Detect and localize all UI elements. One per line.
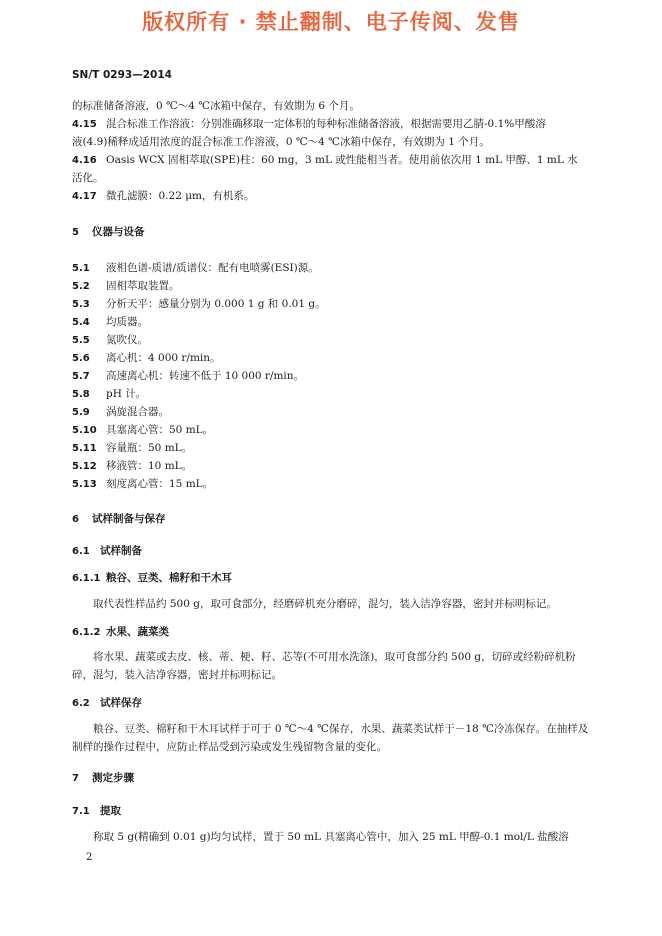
clause-number: 5.1 <box>72 263 90 274</box>
paragraph-text: 固相萃取装置。 <box>106 280 180 292</box>
subsection-heading <box>72 569 592 588</box>
list-item <box>72 295 592 314</box>
clause-number: 4.16 <box>72 155 97 166</box>
paragraph-text: 取代表性样品约 500 g，取可食部分，经磨碎机充分磨碎，混匀，装入洁净容器，密封并标明标记。 <box>93 598 557 610</box>
section-heading <box>72 223 592 242</box>
subsection-heading <box>72 623 592 642</box>
list-item <box>72 439 592 458</box>
section-number: 6.1.1 <box>72 573 101 584</box>
paragraph-text: 容量瓶：50 mL。 <box>106 442 193 454</box>
list-item <box>72 187 592 206</box>
paragraph-text: pH 计。 <box>106 388 147 400</box>
clause-number: 5.5 <box>72 335 90 346</box>
section-number: 5 <box>72 227 79 238</box>
paragraph-text: 刻度离心管：15 mL。 <box>106 478 214 490</box>
paragraph-text: 称取 5 g(精确到 0.01 g)均匀试样，置于 50 mL 具塞离心管中，加入 25 mL 甲醇-0.1 mol/L 盐酸溶 <box>93 831 569 843</box>
paragraph-text: 涡旋混合器。 <box>106 406 169 418</box>
paragraph-text: 氮吹仪。 <box>106 334 148 346</box>
subsection-heading <box>72 542 592 561</box>
section-title: 试样制备 <box>100 545 142 557</box>
section-title: 试样保存 <box>100 697 142 709</box>
clause-number: 5.13 <box>72 479 97 490</box>
clause-number: 5.8 <box>72 389 90 400</box>
section-number: 7 <box>72 773 79 784</box>
copyright-banner: 版权所有 · 禁止翻制、电子传阅、发售 <box>142 10 520 34</box>
section-number: 6.2 <box>72 698 90 709</box>
list-item <box>72 457 592 476</box>
paragraph-text: 分析天平：感量分别为 0.000 1 g 和 0.01 g。 <box>106 298 326 310</box>
list-item <box>72 151 592 170</box>
clause-number: 5.9 <box>72 407 90 418</box>
list-item <box>72 331 592 350</box>
paragraph-text: Oasis WCX 固相萃取(SPE)柱：60 mg，3 mL 或性能相当者。使用前依次用 1 mL 甲醇、1 mL 水 <box>106 154 578 166</box>
list-item <box>72 349 592 368</box>
list-item <box>72 385 592 404</box>
paragraph-text: 活化。 <box>72 172 104 184</box>
section-number: 6.1.2 <box>72 627 101 638</box>
paragraph-text: 液相色谱-质谱/质谱仪：配有电喷雾(ESI)源。 <box>106 262 319 274</box>
list-item <box>72 475 592 494</box>
paragraph <box>72 97 592 115</box>
subsection-heading <box>72 694 592 713</box>
list-item <box>72 421 592 440</box>
paragraph-text: 具塞离心管：50 mL。 <box>106 424 214 436</box>
clause-number: 5.7 <box>72 371 90 382</box>
paragraph <box>72 595 592 613</box>
paragraph-text: 离心机：4 000 r/min。 <box>106 352 221 364</box>
paragraph <box>72 133 592 151</box>
page-number: 2 <box>86 852 93 863</box>
paragraph-text: 移液管：10 mL。 <box>106 460 193 472</box>
list-item <box>72 403 592 422</box>
subsection-heading <box>72 802 592 821</box>
section-title: 测定步骤 <box>92 772 134 784</box>
list-item <box>72 367 592 386</box>
clause-number: 5.11 <box>72 443 97 454</box>
paragraph-text: 粮谷、豆类、棉籽和干木耳试样于可于 0 ℃～4 ℃保存，水果、蔬菜类试样于－18 ℃冷冻保存。在抽样及制样的操作过程中，应防止样品受到污染或发生残留物含量的变化。 <box>72 723 589 753</box>
list-item <box>72 277 592 296</box>
paragraph-text: 均质器。 <box>106 316 148 328</box>
standard-code: SN/T 0293—2014 <box>72 69 172 81</box>
paragraph-text: 高速离心机：转速不低于 10 000 r/min。 <box>106 370 305 382</box>
list-item <box>72 313 592 332</box>
list-item <box>72 259 592 278</box>
clause-number: 4.15 <box>72 119 97 130</box>
section-heading <box>72 510 592 529</box>
paragraph <box>72 648 592 684</box>
section-title: 水果、蔬菜类 <box>106 626 169 638</box>
paragraph <box>72 720 592 756</box>
paragraph-text: 微孔滤膜：0.22 μm，有机系。 <box>106 190 255 202</box>
clause-number: 5.6 <box>72 353 90 364</box>
clause-number: 5.2 <box>72 281 90 292</box>
paragraph-text: 混合标准工作溶液：分别准确移取一定体积的每种标准储备溶液，根据需要用乙腈-0.1%甲酸溶 <box>106 118 546 130</box>
paragraph <box>72 828 592 846</box>
paragraph-text: 将水果、蔬菜或去皮、核、蒂、梗、籽、芯等(不可用水洗涤)，取可食部分约 500 g，切碎或经粉碎机粉碎，混匀，装入洁净容器，密封并标明标记。 <box>72 651 576 681</box>
paragraph-text: 液(4.9)稀释成适用浓度的混合标准工作溶液，0 ℃～4 ℃冰箱中保存，有效期为 1 个月。 <box>72 136 490 148</box>
section-title: 仪器与设备 <box>92 226 145 238</box>
section-title: 粮谷、豆类、棉籽和干木耳 <box>106 572 232 584</box>
section-title: 试样制备与保存 <box>92 513 166 525</box>
clause-number: 5.12 <box>72 461 97 472</box>
section-number: 7.1 <box>72 806 90 817</box>
section-number: 6 <box>72 514 79 525</box>
list-item <box>72 115 592 134</box>
clause-number: 5.3 <box>72 299 90 310</box>
clause-number: 5.4 <box>72 317 90 328</box>
clause-number: 5.10 <box>72 425 97 436</box>
section-number: 6.1 <box>72 546 90 557</box>
section-heading <box>72 769 592 788</box>
clause-number: 4.17 <box>72 191 97 202</box>
paragraph-text: 的标准储备溶液，0 ℃～4 ℃冰箱中保存，有效期为 6 个月。 <box>72 100 360 112</box>
section-title: 提取 <box>100 805 121 817</box>
paragraph <box>72 169 592 187</box>
